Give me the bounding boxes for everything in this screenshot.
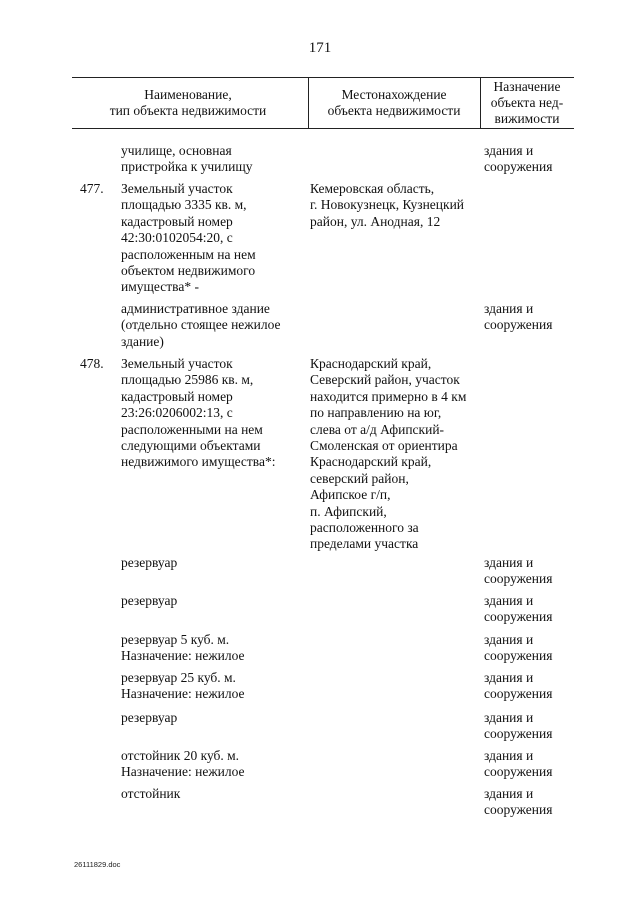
row-number: 478. <box>80 356 104 371</box>
row-purpose: здания и сооружения <box>484 143 553 175</box>
row-purpose: здания и сооружения <box>484 786 553 818</box>
row-purpose: здания и сооружения <box>484 670 553 702</box>
row-purpose: здания и сооружения <box>484 710 553 742</box>
row-purpose: здания и сооружения <box>484 593 553 625</box>
row-purpose: здания и сооружения <box>484 301 553 333</box>
row-purpose: здания и сооружения <box>484 632 553 664</box>
row-name: административное здание (отдельно стоящее нежилое здание) <box>121 301 281 349</box>
row-number: 477. <box>80 181 104 196</box>
row-name: отстойник 20 куб. м. Назначение: нежилое <box>121 748 245 780</box>
row-location: Краснодарский край, Северский район, участок находится примерно в 4 км по направлению на юг, слева от а/д Афипский- Смоленская от ориентира Краснодарский край, северский район, Афипское г/п, п. Афипский, расположенного за пределами участка <box>310 356 467 552</box>
row-name: отстойник <box>121 786 181 801</box>
row-purpose: здания и сооружения <box>484 748 553 780</box>
header-purpose-label: Назначение объекта нед- вижимости <box>490 79 564 126</box>
row-name: Земельный участок площадью 3335 кв. м, кадастровый номер 42:30:0102054:20, с расположенным на нем объектом недвижимого имущества* - <box>121 181 256 295</box>
row-name: Земельный участок площадью 25986 кв. м, кадастровый номер 23:26:0206002:13, с расположенными на нем следующими объектами недвижимого имущества*: <box>121 356 276 470</box>
header-name-label: Наименование, тип объекта недвижимости <box>109 87 267 118</box>
row-location: Кемеровская область, г. Новокузнецк, Кузнецкий район, ул. Анодная, 12 <box>310 181 465 229</box>
header-location-label: Местонахождение объекта недвижимости <box>327 87 461 118</box>
row-name: резервуар <box>121 593 178 608</box>
row-name: резервуар 25 куб. м. Назначение: нежилое <box>121 670 245 702</box>
page-number: 171 <box>308 40 332 56</box>
row-name: резервуар <box>121 555 178 570</box>
row-purpose: здания и сооружения <box>484 555 553 587</box>
row-name: училище, основная пристройка к училищу <box>121 143 253 175</box>
row-name: резервуар <box>121 710 178 725</box>
footer-filename: 26111829.doc <box>74 860 121 869</box>
row-name: резервуар 5 куб. м. Назначение: нежилое <box>121 632 245 664</box>
